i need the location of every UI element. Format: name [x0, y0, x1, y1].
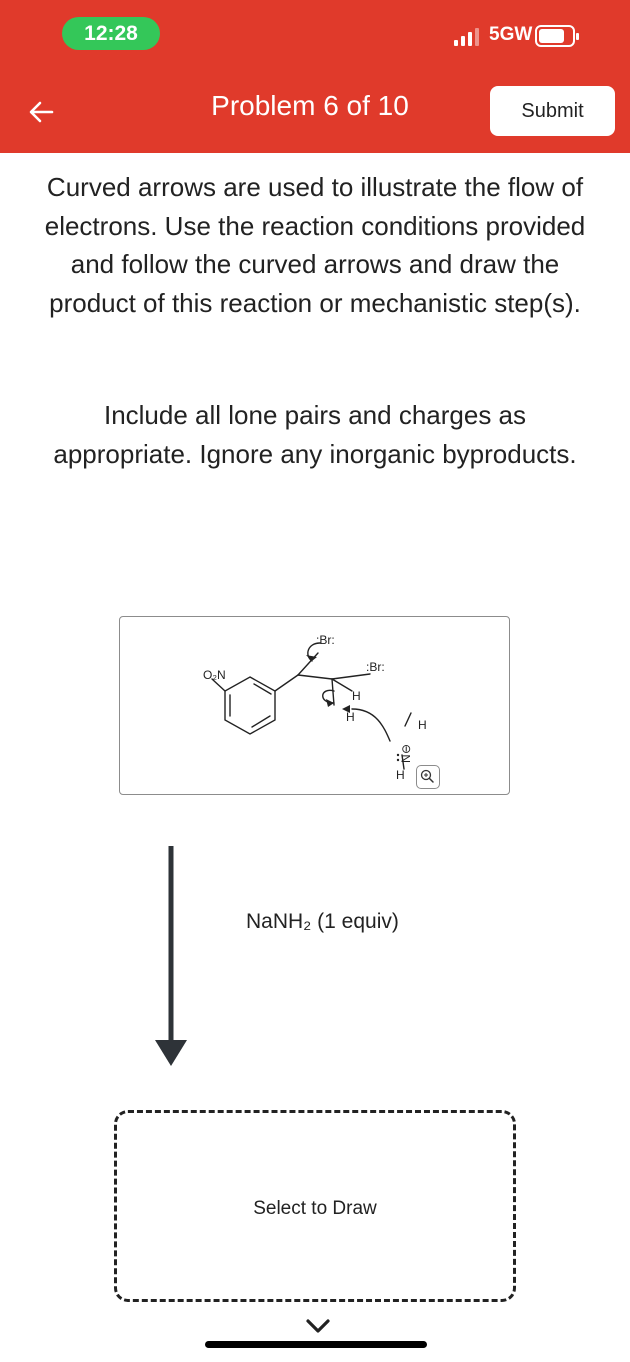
reagent-label: NaNH₂ (1 equiv)	[246, 910, 399, 933]
network-label: 5GW	[489, 24, 533, 45]
submit-button[interactable]: Submit	[490, 86, 615, 136]
instruction-paragraph-1: Curved arrows are used to illustrate the flow of electrons. Use the reaction conditions provided and follow the curved arrows and draw the product of this reaction or mechanistic step(s).	[44, 172, 586, 318]
chevron-down-icon	[304, 1316, 332, 1336]
draw-area[interactable]	[114, 1110, 516, 1302]
app-header	[0, 0, 630, 153]
home-indicator[interactable]	[205, 1341, 427, 1348]
amide-charge: ⊖	[399, 743, 413, 754]
br-side-label: :Br:	[366, 660, 385, 674]
zoom-button[interactable]	[416, 765, 440, 789]
zoom-in-icon	[417, 766, 438, 787]
instruction-paragraph-2: Include all lone pairs and charges as appropriate. Ignore any inorganic byproducts.	[53, 400, 577, 469]
draw-area-label: Select to Draw	[253, 1198, 377, 1219]
h-label-2: H	[346, 710, 355, 724]
br-top-label: :Br:	[316, 633, 335, 647]
page-title: Problem 6 of 10	[211, 90, 409, 121]
battery-icon	[535, 25, 575, 47]
signal-icon	[454, 28, 479, 46]
amide-h-bottom: H	[396, 768, 405, 782]
arrow-left-icon	[22, 92, 62, 132]
molecule-drawing	[120, 617, 511, 796]
h-label-1: H	[352, 689, 361, 703]
amide-h-top: H	[418, 718, 427, 732]
scroll-down-button[interactable]	[304, 1316, 332, 1336]
amide-n-label: N	[399, 754, 413, 763]
molecule-structure[interactable]	[119, 616, 510, 795]
back-button[interactable]	[22, 92, 62, 132]
substituent-label: O₂N	[203, 668, 226, 682]
status-time: 12:28	[62, 17, 160, 50]
